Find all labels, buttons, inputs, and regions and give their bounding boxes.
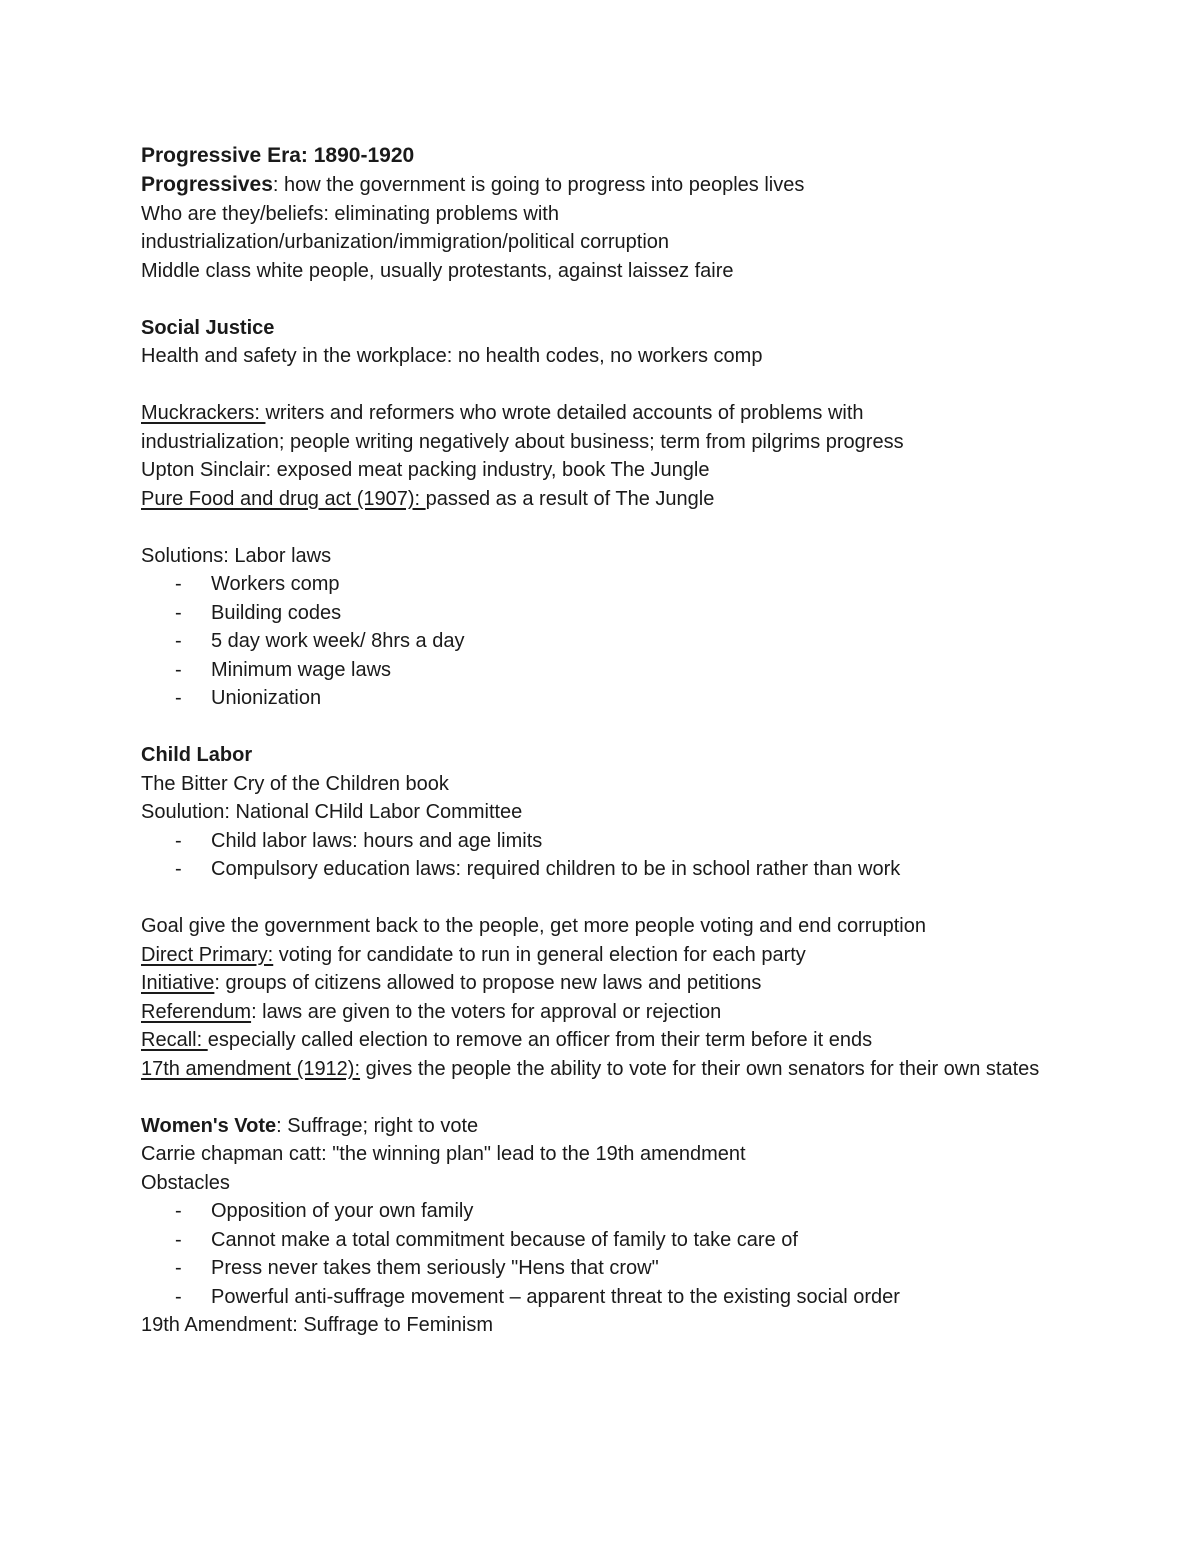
direct-primary-line <box>141 941 1061 970</box>
list-item <box>141 1283 1061 1312</box>
list-item-text: Child labor laws: hours and age limits <box>211 829 543 852</box>
seventeenth-amendment-term: 17th amendment (1912): <box>141 1057 361 1080</box>
spacer <box>141 513 1061 542</box>
list-item <box>141 1197 1061 1226</box>
spacer <box>141 285 1061 314</box>
bullet-dash: - <box>175 1257 182 1279</box>
pure-food-term: Pure Food and drug act (1907): <box>141 487 426 510</box>
pure-food-definition: passed as a result of The Jungle <box>425 487 715 510</box>
upton-sinclair-line: Upton Sinclair: exposed meat packing industry, book The Jungle <box>141 459 710 481</box>
womens-vote-definition: : Suffrage; right to vote <box>276 1114 479 1137</box>
list-item <box>141 1254 1061 1283</box>
goal-line: Goal give the government back to the people, get more people voting and end corruption <box>141 915 926 937</box>
list-item-text: Building codes <box>211 601 342 624</box>
beliefs-line: Who are they/beliefs: eliminating problems with <box>141 202 559 225</box>
list-item-text: Opposition of your own family <box>211 1200 474 1222</box>
list-item-text: Cannot make a total commitment because of family to take care of <box>211 1228 798 1251</box>
spacer <box>141 1083 1061 1112</box>
carrie-catt-line: Carrie chapman catt: "the winning plan" lead to the 19th amendment <box>141 1143 746 1165</box>
list-item <box>141 684 1061 713</box>
problems-line: industrialization/urbanization/immigration/political corruption <box>141 231 670 253</box>
list-item <box>141 855 1061 884</box>
muckrackers-term: Muckrackers: <box>141 402 266 424</box>
bullet-dash: - <box>175 829 182 852</box>
social-justice-heading: Social Justice <box>141 316 275 339</box>
soulution-line: Soulution: National CHild Labor Committee <box>141 801 523 823</box>
recall-definition: especially called election to remove an officer from their term before it ends <box>207 1029 873 1051</box>
middle-class-line: Middle class white people, usually protestants, against laissez faire <box>141 259 734 282</box>
list-item <box>141 570 1061 599</box>
bullet-dash: - <box>175 1228 182 1251</box>
list-item-text: Press never takes them seriously "Hens that crow" <box>211 1257 659 1279</box>
spacer <box>141 371 1061 400</box>
womens-vote-heading: Women's Vote <box>141 1114 277 1137</box>
list-item <box>141 627 1061 656</box>
bullet-dash: - <box>175 858 182 880</box>
document-body <box>141 141 1061 1340</box>
bullet-dash: - <box>175 630 182 652</box>
list-item-text: Compulsory education laws: required children to be in school rather than work <box>211 858 901 880</box>
muckrackers-definition: writers and reformers who wrote detailed accounts of problems with <box>265 402 864 424</box>
list-item-text: Workers comp <box>211 573 340 595</box>
list-item <box>141 599 1061 628</box>
muckrackers-line-2: industrialization; people writing negatively about business; term from pilgrims progress <box>141 430 904 453</box>
obstacles-line: Obstacles <box>141 1171 230 1194</box>
recall-term: Recall: <box>141 1029 208 1051</box>
seventeenth-amendment-definition: gives the people the ability to vote for their own senators for their own states <box>360 1057 1040 1080</box>
progressives-definition: : how the government is going to progress into peoples lives <box>272 174 805 196</box>
referendum-definition: : laws are given to the voters for approval or rejection <box>251 1000 722 1023</box>
list-item <box>141 1226 1061 1255</box>
list-item-text: Powerful anti-suffrage movement – apparent threat to the existing social order <box>211 1285 900 1308</box>
pure-food-line <box>141 485 1061 514</box>
list-item-text: 5 day work week/ 8hrs a day <box>211 630 465 652</box>
recall-line <box>141 1026 1061 1055</box>
bullet-dash: - <box>175 601 182 624</box>
referendum-term: Referendum <box>141 1000 252 1023</box>
child-labor-heading: Child Labor <box>141 744 253 766</box>
initiative-term: Initiative <box>141 972 215 994</box>
bitter-cry-line: The Bitter Cry of the Children book <box>141 772 449 795</box>
bullet-dash: - <box>175 1285 182 1308</box>
progressives-term: Progressives <box>141 173 273 196</box>
spacer <box>141 713 1061 742</box>
seventeenth-amendment-line <box>141 1055 1061 1084</box>
womens-vote-line <box>141 1112 1061 1141</box>
bullet-dash: - <box>175 1200 182 1222</box>
referendum-line <box>141 998 1061 1027</box>
progressives-line <box>141 171 1061 200</box>
direct-primary-term: Direct Primary: <box>141 943 274 966</box>
initiative-definition: : groups of citizens allowed to propose new laws and petitions <box>214 972 762 994</box>
list-item-text: Minimum wage laws <box>211 658 392 681</box>
list-item-text: Unionization <box>211 687 322 709</box>
health-safety-line: Health and safety in the workplace: no health codes, no workers comp <box>141 345 763 367</box>
bullet-dash: - <box>175 687 182 709</box>
initiative-line <box>141 969 1061 998</box>
list-item <box>141 656 1061 685</box>
bullet-dash: - <box>175 658 182 681</box>
bullet-dash: - <box>175 573 182 595</box>
direct-primary-definition: voting for candidate to run in general election for each party <box>273 943 806 966</box>
muckrackers-line <box>141 399 1061 428</box>
page-title: Progressive Era: 1890-1920 <box>141 144 415 167</box>
spacer <box>141 884 1061 913</box>
nineteenth-amendment-line: 19th Amendment: Suffrage to Feminism <box>141 1314 494 1336</box>
solutions-line: Solutions: Labor laws <box>141 544 332 567</box>
list-item <box>141 827 1061 856</box>
